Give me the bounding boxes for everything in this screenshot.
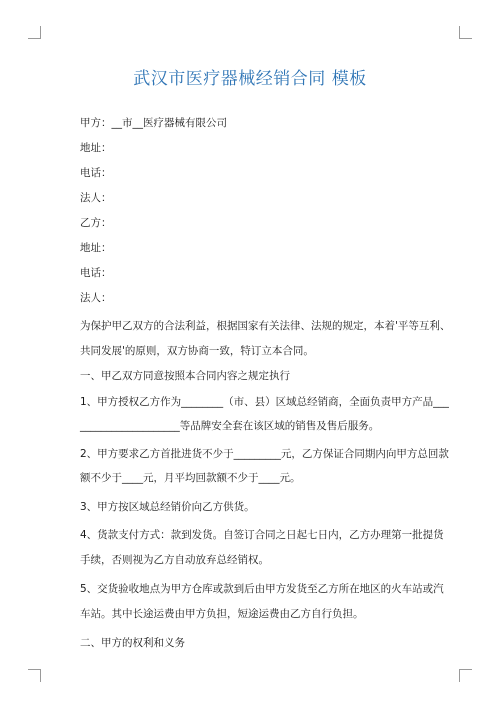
party-b-legal-rep: 法人： (80, 292, 112, 304)
party-a-address: 地址： (80, 142, 112, 154)
party-a-name: 甲方：__市__医疗器械有限公司 (80, 117, 227, 129)
clause-2 (80, 446, 449, 486)
crop-mark-top-left (28, 26, 41, 39)
clause-5-line-1: 5、交货验收地点为甲方仓库或款到后由甲方发货至乙方所在地区的火车站或汽 (80, 583, 444, 595)
clause-2-line-2: 额不少于____元，月平均回款额不少于____元。 (80, 472, 301, 484)
party-b-name: 乙方： (80, 217, 112, 229)
clause-3: 3、甲方按区域总经销价向乙方供货。 (80, 501, 255, 513)
intro-paragraph (80, 318, 451, 359)
party-a-phone: 电话： (80, 167, 112, 179)
clause-5-line-2: 车站。其中长途运费由甲方负担，短途运费由乙方自行负担。 (80, 608, 364, 620)
clause-4-line-2: 手续，否则视为乙方自动放弃总经销权。 (80, 554, 269, 566)
clause-4-line-1: 4、货款支付方式：款到发货。自签订合同之日起七日内，乙方办理第一批提货 (80, 529, 444, 541)
clause-4 (80, 527, 444, 568)
intro-line-2: 共同发展'的原则，双方协商一致，特订立本合同。 (80, 345, 314, 357)
crop-mark-bottom-left (28, 669, 41, 682)
clause-1 (80, 394, 449, 434)
contract-body (80, 115, 451, 660)
section-1-heading: 一、甲乙双方同意按照本合同内容之规定执行 (80, 370, 290, 382)
clause-5 (80, 581, 444, 622)
clause-2-line-1: 2、甲方要求乙方首批进货不少于_________元，乙方保证合同期内向甲方总回款 (80, 448, 449, 460)
party-a-legal-rep: 法人： (80, 192, 112, 204)
crop-mark-top-right (459, 26, 472, 39)
crop-mark-bottom-right (459, 669, 472, 682)
document-title: 武汉市医疗器械经销合同 模板 (133, 69, 367, 89)
section-2-heading: 二、甲方的权利和义务 (80, 637, 185, 649)
clause-1-line-1: 1、甲方授权乙方作为________（市、县）区域总经销商，全面负责甲方产品___ (80, 396, 449, 408)
clause-1-line-2: ___________________等品牌安全套在该区域的销售及售后服务。 (80, 420, 380, 432)
party-b-address: 地址： (80, 242, 112, 254)
intro-line-1: 为保护甲乙双方的合法利益，根据国家有关法律、法规的规定，本着'平等互利、 (80, 320, 451, 332)
party-b-phone: 电话： (80, 267, 112, 279)
